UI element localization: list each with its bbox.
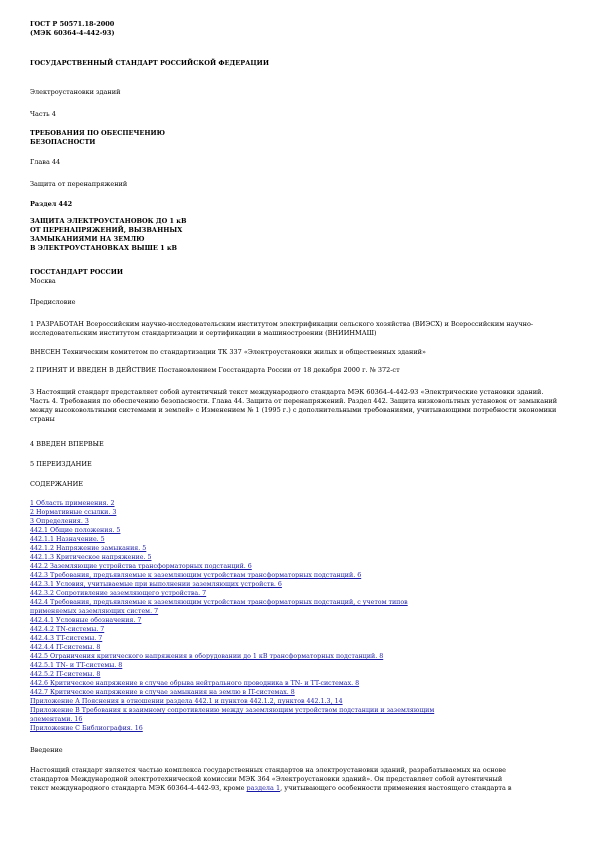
foreword-paragraph-1: 1 РАЗРАБОТАН Всероссийским научно-исследовательским институтом электрификации сельского хозяйства (ВИЭСХ) и Всероссийским научно-исследовательским институтом стандартизации и сертификации в машиностроении (ВНИИНМАШ) [30, 320, 534, 337]
toc-link[interactable]: 442.1.2 Напряжение замыкания. 5 [30, 545, 147, 552]
standard-code: ГОСТ Р 50571.18-2000 [30, 20, 115, 28]
toc-link[interactable]: элементами. 16 [30, 716, 83, 723]
toc-link[interactable]: 442.5.1 TN- и TT-системы. 8 [30, 662, 123, 669]
main-title-line3: ЗАМЫКАНИЯМИ НА ЗЕМЛЮ [30, 235, 145, 243]
foreword-paragraph-2: ВНЕСЕН Техническим комитетом по стандартизации ТК 337 «Электроустановки жилых и общественных зданий» [30, 348, 426, 356]
foreword-paragraph-3: 2 ПРИНЯТ И ВВЕДЕН В ДЕЙСТВИЕ Постановлением Госстандарта России от 18 декабря 2000 г. № 372-ст [30, 366, 400, 374]
main-title-line4: В ЭЛЕКТРОУСТАНОВКАХ ВЫШЕ 1 кВ [30, 244, 178, 252]
toc-heading: СОДЕРЖАНИЕ [30, 480, 84, 488]
toc-link[interactable]: Приложение А Пояснения в отношении раздела 442.1 и пунктов 442.1.2, пунктов 442.1.3, 14 [30, 698, 343, 705]
chapter-label: Глава 44 [30, 158, 61, 166]
toc-link[interactable]: 442.1.1 Назначение. 5 [30, 536, 105, 543]
organization-title: ГОСУДАРСТВЕННЫЙ СТАНДАРТ РОССИЙСКОЙ ФЕДЕРАЦИИ [30, 59, 269, 67]
toc-link[interactable]: 442.5 Ограничения критического напряжения в оборудовании до 1 кВ трансформаторных подстанций. 8 [30, 653, 384, 660]
toc-link[interactable]: 442.6 Критическое напряжение в случае обрыва нейтрального проводника в TN- и TT-системах. 8 [30, 680, 360, 687]
requirements-title-line2: БЕЗОПАСНОСТИ [30, 138, 96, 146]
toc-link[interactable]: 442.3.2 Сопротивление заземляющего устройства. 7 [30, 590, 207, 597]
intro-line-3 [30, 784, 512, 793]
toc-link[interactable]: 442.4.3 TT-системы. 7 [30, 635, 103, 642]
iec-code: (МЭК 60364-4-442-93) [30, 29, 115, 37]
toc-link[interactable]: 442.7 Критическое напряжение в случае замыкания на землю в IT-системах. 8 [30, 689, 295, 696]
subject-title: Электроустановки зданий [30, 88, 121, 96]
toc-link[interactable]: Приложение В Требования к взаимному сопротивлению между заземляющим устройством подстанции и заземляющим [30, 707, 435, 714]
toc-link[interactable]: 442.1.3 Критическое напряжение. 5 [30, 554, 152, 561]
foreword-paragraph-6: 5 ПЕРЕИЗДАНИЕ [30, 460, 92, 468]
section-1-link[interactable]: раздела 1 [246, 784, 281, 792]
toc-link[interactable]: 442.2 Заземляющие устройства трансформаторных подстанций. 6 [30, 563, 252, 570]
publisher-city: Москва [30, 277, 56, 285]
intro-line-3-end: , учитывающего особенности применения настоящего стандарта в [280, 784, 512, 792]
intro-line-3-start: текст международного стандарта МЭК 60364-4-442-93, кроме [30, 784, 247, 792]
intro-line-2: стандартов Международной электротехнической комиссии МЭК 364 «Электроустановки зданий». Он представляет собой аутентичный [30, 775, 503, 783]
toc-link[interactable]: 442.1 Общие положения. 5 [30, 527, 121, 534]
toc-link[interactable]: 442.4 Требования, предъявляемые к заземляющим устройствам трансформаторных подстанций, с учетом типов [30, 599, 408, 606]
foreword-paragraph-5: 4 ВВЕДЕН ВПЕРВЫЕ [30, 440, 104, 448]
toc-link[interactable]: 442.3 Требования, предъявляемые к заземляющим устройствам трансформаторных подстанций. 6 [30, 572, 362, 579]
toc-link[interactable]: 2 Нормативные ссылки. 3 [30, 509, 117, 516]
toc-link[interactable]: 442.4.2 TN-системы. 7 [30, 626, 105, 633]
toc-link[interactable]: 442.4.4 IT-системы. 8 [30, 644, 101, 651]
intro-line-1: Настоящий стандарт является частью комплекса государственных стандартов на электроустановки зданий, разрабатываемых на основе [30, 766, 507, 774]
requirements-title-line1: ТРЕБОВАНИЯ ПО ОБЕСПЕЧЕНИЮ [30, 129, 165, 137]
main-title-line1: ЗАЩИТА ЭЛЕКТРОУСТАНОВОК ДО 1 кВ [30, 217, 187, 225]
main-title-line2: ОТ ПЕРЕНАПРЯЖЕНИЙ, ВЫЗВАННЫХ [30, 226, 183, 234]
foreword-heading: Предисловие [30, 298, 76, 306]
toc-link[interactable]: применяемых заземляющих систем. 7 [30, 608, 159, 615]
toc-link[interactable]: 442.3.1 Условия, учитываемые при выполнении заземляющих устройств. 6 [30, 581, 282, 588]
toc-link[interactable]: 442.4.1 Условные обозначения. 7 [30, 617, 142, 624]
toc-link[interactable]: 442.5.2 IT-системы. 8 [30, 671, 101, 678]
protection-label: Защита от перенапряжений [30, 180, 128, 188]
part-label: Часть 4 [30, 110, 56, 118]
toc-link[interactable]: 1 Область применения. 2 [30, 500, 115, 507]
publisher: ГОССТАНДАРТ РОССИИ [30, 268, 124, 276]
section-label: Раздел 442 [30, 200, 73, 208]
toc-link[interactable]: Приложение С Библиография. 16 [30, 725, 143, 732]
intro-heading: Введение [30, 746, 63, 754]
toc-link[interactable]: 3 Определения. 3 [30, 518, 89, 525]
foreword-paragraph-4: 3 Настоящий стандарт представляет собой аутентичный текст международного стандарта МЭК 60364-4-442-93 «Электрические установки зданий. Часть 4. Требования по обеспечению безопасности. Глава 44. Защита от перенапряжений. Раздел 442. Защита низковольтных установок от замыканий между высоковольтными системами и землей» с Изменением № 1 (1995 г.) с дополнительными требованиями, учитывающими потребности экономики страны [30, 388, 558, 423]
